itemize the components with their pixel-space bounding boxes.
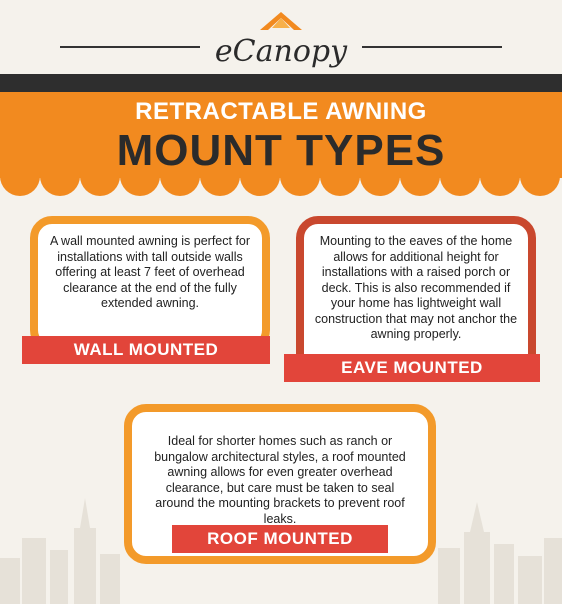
roof-mounted-description: Ideal for shorter homes such as ranch or bungalow architectural styles, a roof mounted awning allows for even greater overhead clearance, but care must be taken to seal around the mounting brackets to prevent roof leaks. [154, 434, 406, 526]
title-line-1: RETRACTABLE AWNING [135, 98, 427, 125]
title-line-2: MOUNT TYPES [116, 126, 446, 175]
dark-stripe [0, 74, 562, 92]
right-divider-line [362, 46, 502, 48]
left-divider-line [60, 46, 200, 48]
eave-mounted-label: EAVE MOUNTED [284, 354, 540, 382]
wall-mounted-label: WALL MOUNTED [22, 336, 270, 364]
awning-scallops [0, 172, 562, 198]
logo-wordmark: eCanopy [214, 34, 348, 69]
top-header [0, 0, 562, 74]
ecanopy-logo[interactable] [205, 26, 357, 72]
wall-mounted-card [30, 216, 270, 352]
roof-mounted-label: ROOF MOUNTED [172, 525, 388, 553]
wall-mounted-description: A wall mounted awning is perfect for installations with tall outside walls offering at least 7 feet of overhead clearance at the end of the fully extended awning. [49, 234, 251, 310]
canopy-tent-icon [260, 12, 302, 34]
eave-mounted-description: Mounting to the eaves of the home allows for additional height for installations with a raised porch or deck. This is also recommended if your home has lightweight wall construction that may not anchor the awning properly. [314, 234, 518, 341]
title-banner [0, 92, 562, 178]
